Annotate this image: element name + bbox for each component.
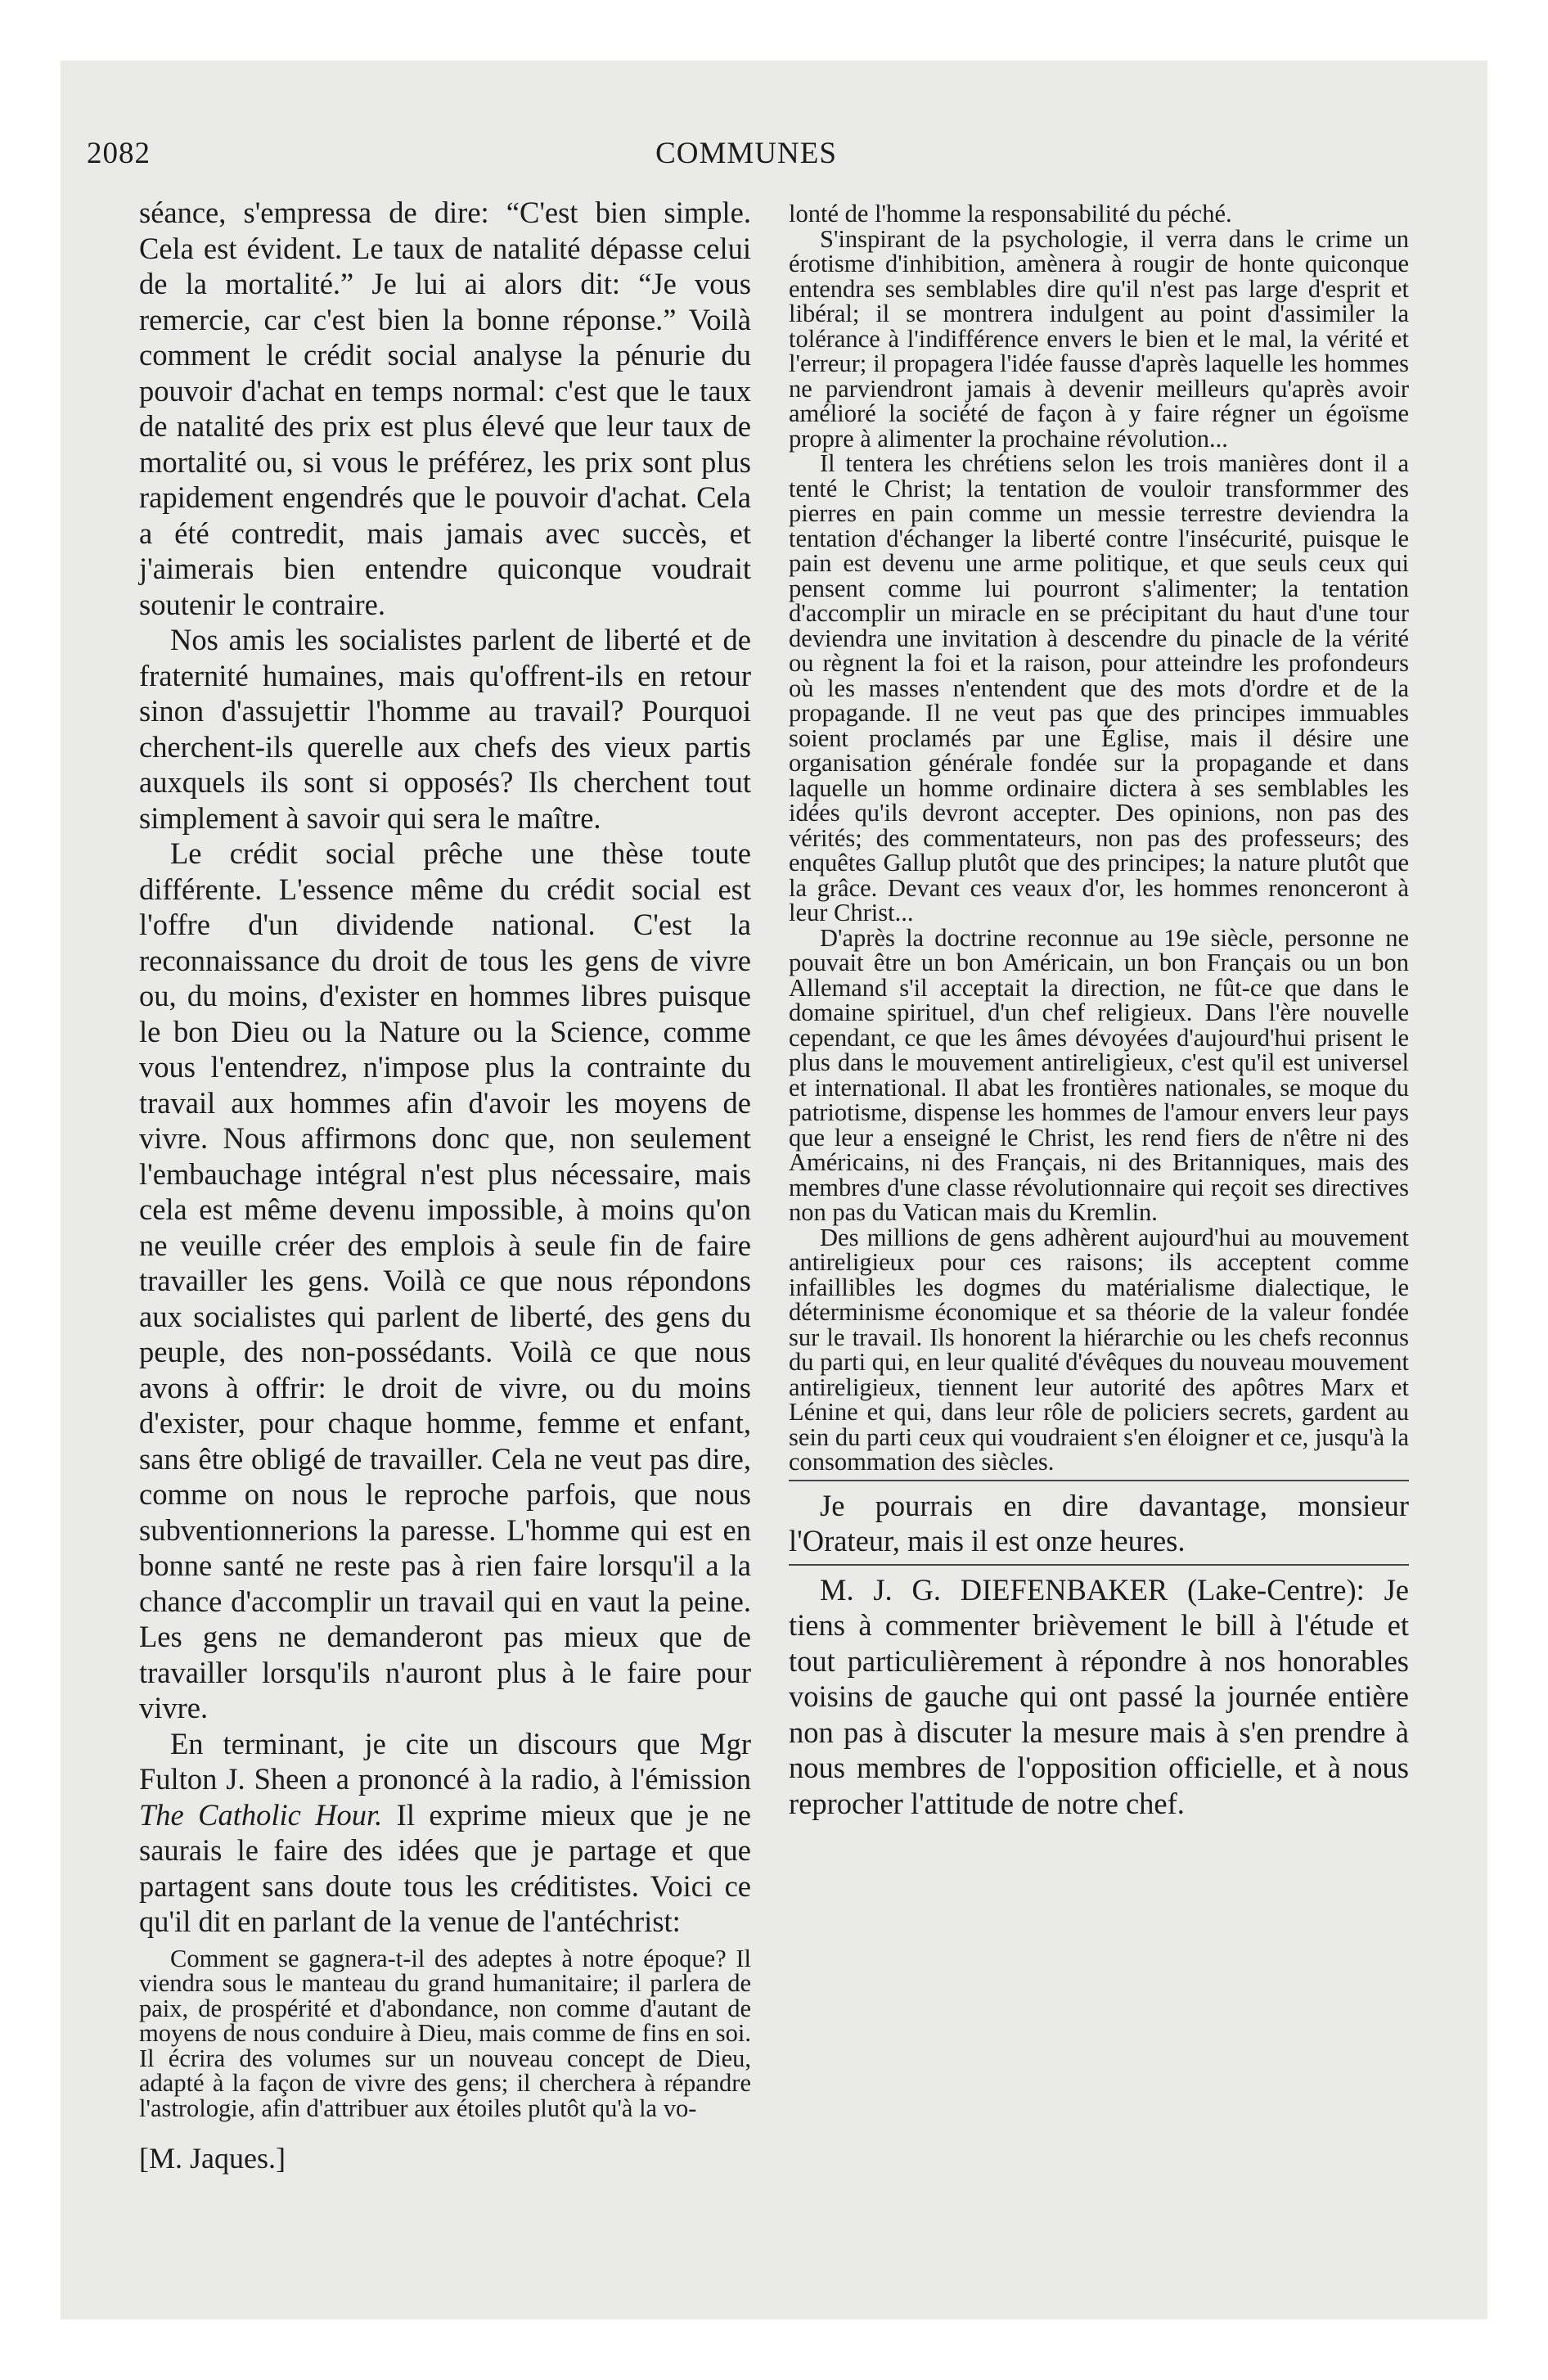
quote-paragraph: Des millions de gens adhèrent aujourd'hui au mouvement antireligieux pour ces raisons; ils acceptent comme infaillibles les dogmes du matérialisme dialectique, le déterminisme économique et sa théorie de la valeur fondée sur le travail. Ils honorent la hiérarchie ou les chefs reconnus du parti qui, en leur qualité d'évêques du nouveau mouvement antireligieux, tiennent leur autorité des apôtres Marx et Lénine et qui, dans leur rôle de policiers secrets, gardent au sein du parti ceux qui voudraient s'en éloigner et ce, jusqu'à la consommation des siècles. xyxy=(789,1223,1409,1476)
left-column xyxy=(139,195,751,2183)
program-title: The Catholic Hour. xyxy=(139,1797,383,1832)
paragraph-end: Il exprime mieux que je ne saurais le faire des idées que je partage et que partagent sans doute tous les créditistes. Voici ce qu'il dit en parlant de la venue de l'antéchrist: xyxy=(139,1797,752,1938)
next-speaker: M. J. G. DIEFENBAKER (Lake-Centre): xyxy=(820,1572,1365,1607)
section-rule xyxy=(789,1480,1409,1481)
closing-paragraph: Je pourrais en dire davantage, monsieur l'Orateur, mais il est onze heures. xyxy=(789,1488,1409,1557)
quote-paragraph: S'inspirant de la psychologie, il verra dans le crime un érotisme d'inhibition, amènera à rougir de honte quiconque entendra ses semblables dire qu'il n'est pas large d'esprit et libéral; il se montrera indulgent au point d'assimiler la tolérance à l'indifférence envers le bien et le mal, la vérité et l'erreur; il propagera l'idée fausse d'après laquelle les hommes ne parviendront jamais à devenir meilleurs qu'après avoir amélioré la société de façon à y faire régner un égoïsme propre à alimenter la prochaine révolution... xyxy=(789,224,1409,453)
paragraph-start: En terminant, je cite un discours que Mgr Fulton J. Sheen a prononcé à la radio, à l'émission xyxy=(139,1726,751,1796)
section-rule xyxy=(789,1564,1409,1566)
speaker-tag: [M. Jaques.] xyxy=(139,2142,286,2175)
right-column xyxy=(789,201,1409,1821)
paragraph: séance, s'empressa de dire: “C'est bien simple. Cela est évident. Le taux de natalité dépasse celui de la mortalité.” Je lui ai alors dit: “Je vous remercie, car c'est bien la bonne réponse.” Voilà comment le crédit social analyse la pénurie du pouvoir d'achat en temps normal: c'est que le taux de natalité des prix est plus élevé que leur taux de mortalité ou, si vous le préférez, les prix sont plus rapidement engendrés que le pouvoir d'achat. Cela a été contredit, mais jamais avec succès, et j'aimerais bien entendre quiconque voudrait soutenir le contraire. xyxy=(139,196,751,621)
paragraph: Nos amis les socialistes parlent de liberté et de fraternité humaines, mais qu'offrent-ils en retour sinon d'assujettir l'homme au travail? Pourquoi cherchent-ils querelle aux chefs des vieux partis auxquels ils sont si opposés? Ils cherchent tout simplement à savoir qui sera le maître. xyxy=(139,623,751,835)
paragraph-with-italic xyxy=(139,1726,751,1940)
next-speech: Je tiens à commenter brièvement le bill à l'étude et tout particulièrement à répondre à nos honorables voisins de gauche qui ont passé la journée entière non pas à discuter la mesure mais à s'en prendre à nous membres de l'opposition officielle, et à nous reprocher l'attitude de notre chef. xyxy=(789,1572,1409,1820)
page-header xyxy=(87,79,1406,185)
quote-continuation: lonté de l'homme la responsabilité du péché. xyxy=(789,200,1232,228)
next-speech-paragraph xyxy=(789,1572,1409,1822)
sheen-quote: Comment se gagnera-t-il des adeptes à notre époque? Il viendra sous le manteau du grand humanitaire; il parlera de paix, de prospérité et d'abondance, non comme d'autant de moyens de nous conduire à Dieu, mais comme de fins en soi. Il écrira des volumes sur un nouveau concept de Dieu, adapté à la façon de vivre des gens; il cherchera à répandre l'astrologie, afin d'attribuer aux étoiles plutôt qu'à la vo- xyxy=(139,1944,751,2122)
quote-paragraph: Il tentera les chrétiens selon les trois manières dont il a tenté le Christ; la tentation de vouloir transformmer des pierres en pain comme un messie terrestre deviendra la tentation d'échanger la liberté contre l'insécurité, puisque le pain est devenu une arme politique, et que seuls ceux qui pensent comme lui pourront s'alimenter; la tentation d'accomplir un miracle en se précipitant du haut d'une tour deviendra une invitation à descendre du pinacle de la vérité ou règnent la foi et la raison, pour atteindre les profondeurs où les masses n'entendent que des mots d'ordre et de la propagande. Il ne veut pas que des principes immuables soient proclamés par une Église, mais il désire une organisation générale fondée sur la propagande et dans laquelle un homme ordinaire dictera à ses semblables les idées qu'ils devront accepter. Des opinions, non pas des vérités; des commentateurs, non pas des professeurs; des enquêtes Gallup plutôt que des principes; la nature plutôt que la grâce. Devant ces veaux d'or, les hommes renonceront à leur Christ... xyxy=(789,449,1409,926)
right-body xyxy=(789,1488,1409,1822)
paragraph: Le crédit social prêche une thèse toute différente. L'essence même du crédit social est l'offre d'un dividende national. C'est la reconnaissance du droit de tous les gens de vivre ou, du moins, d'exister en hommes libres puisque le bon Dieu ou la Nature ou la Science, comme vous l'entendrez, n'impose plus la contrainte du travail aux hommes afin d'avoir les moyens de vivre. Nous affirmons donc que, non seulement l'embauchage intégral n'est plus nécessaire, mais cela est même devenu impossible, à moins qu'on ne veuille créer des emplois à seule fin de faire travailler les gens. Voilà ce que nous répondons aux socialistes qui parlent de liberté, des gens du peuple, des non-possédants. Voilà ce que nous avons à offrir: le droit de vivre, ou du moins d'exister, pour chaque homme, femme et enfant, sans être obligé de travailler. Cela ne veut pas dire, comme on nous le reproche parfois, que nous subventionnerions la paresse. L'homme qui est en bonne santé ne reste pas à rien faire lorsqu'il a la chance d'accomplir un travail qui en vaut la peine. Les gens ne demanderont pas mieux que de travailler lorsqu'ils n'auront plus à le faire pour vivre. xyxy=(139,836,751,1724)
running-head: COMMUNES xyxy=(655,137,837,170)
page-number: 2082 xyxy=(87,137,151,170)
left-body xyxy=(139,195,751,1940)
quote-paragraph: D'après la doctrine reconnue au 19e siècle, personne ne pouvait être un bon Américain, un bon Français ou un bon Allemand s'il acceptait la direction, ne fût-ce que dans le domaine spirituel, d'un chef religieux. Dans l'ère nouvelle cependant, ce que les âmes dévoyées d'aujourd'hui prisent le plus dans le mouvement antireligieux, c'est qu'il est universel et international. Il abat les frontières nationales, se moque du patriotisme, dispense les hommes de l'amour envers leur pays que leur a enseigné le Christ, les rend fiers de n'être ni des Américains, ni des Français, ni des Britanniques, mais des membres d'une classe révolutionnaire qui reçoit ses directives non pas du Vatican mais du Kremlin. xyxy=(789,923,1409,1226)
